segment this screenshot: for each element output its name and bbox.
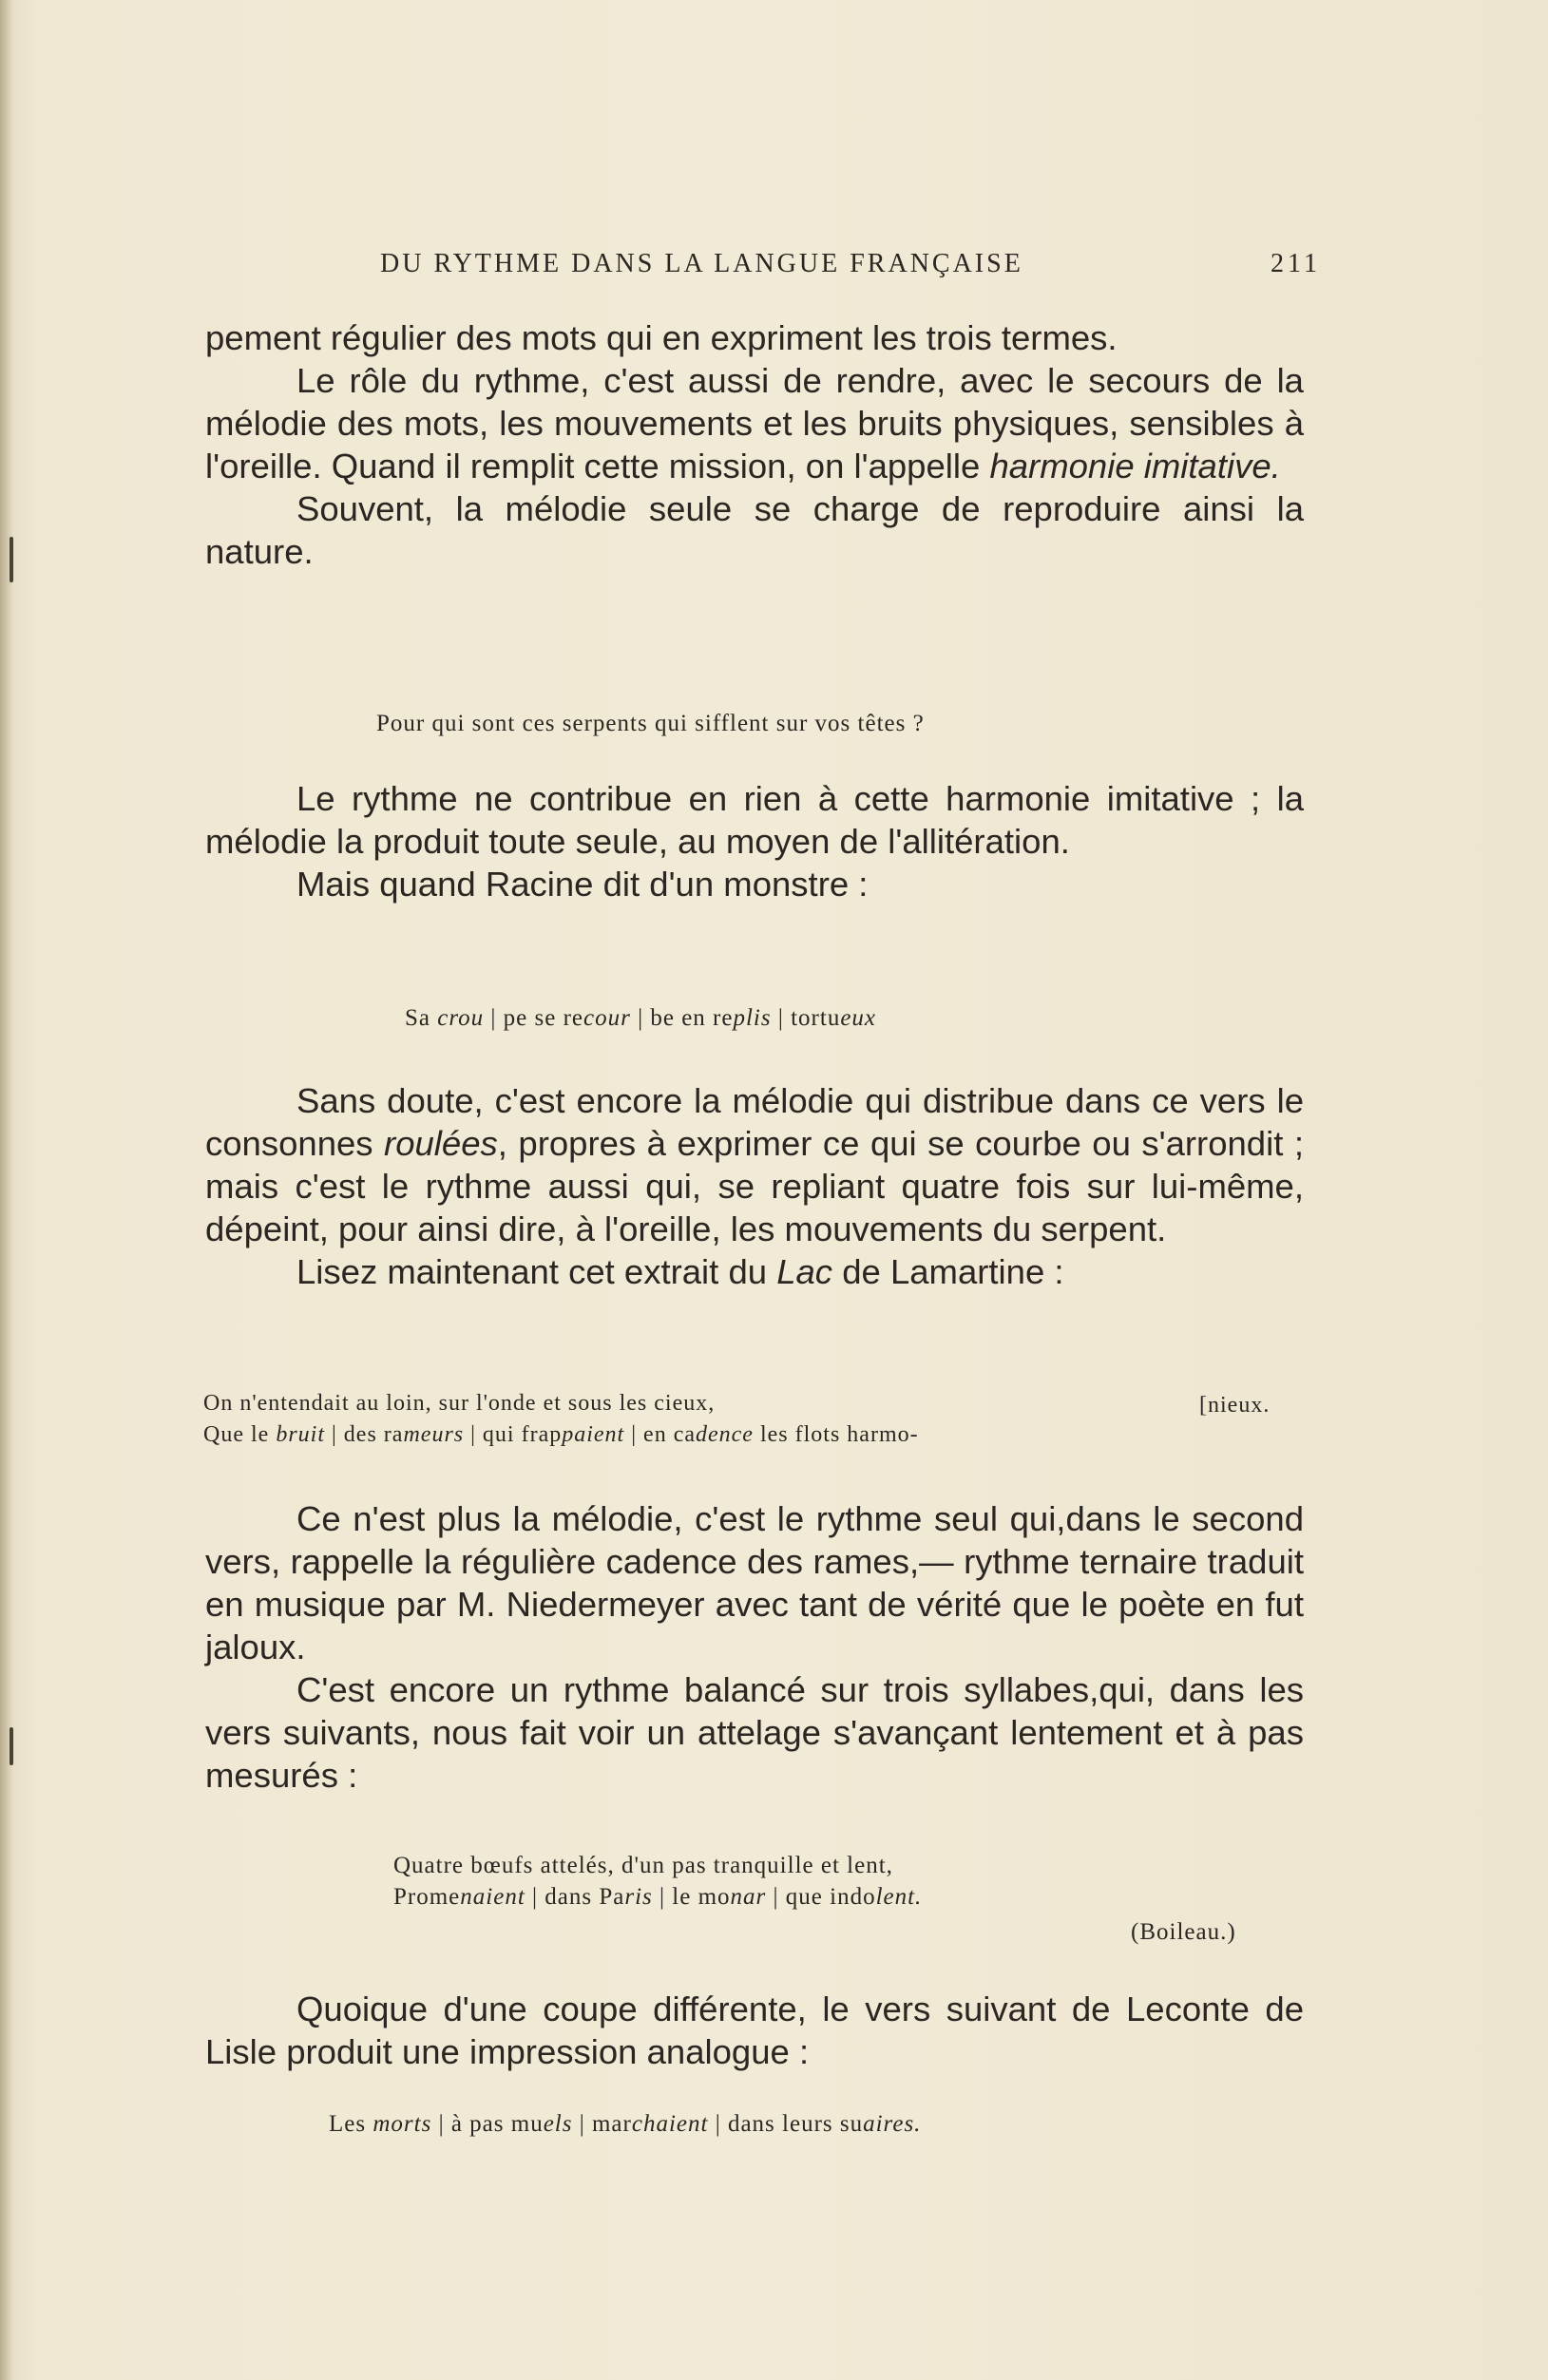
paragraph: Le rythme ne contribue en rien à cette harmonie imitative ; la mélodie la produit toute seule, au moyen de l'allitération. [205,779,1304,861]
verse-segment: els [543,2111,573,2137]
verse-segment: eux [840,1005,877,1031]
verse-quote: On n'entendait au loin, sur l'onde et sous les cieux, [203,1391,716,1416]
verse-segment: Prome [393,1884,461,1910]
verse-segment: meurs [403,1422,465,1447]
text-block [205,1079,1304,1293]
verse-segment: cour [583,1005,631,1031]
verse-quote [393,1884,922,1911]
verse-segment: | dans leurs su [708,2111,864,2137]
paragraph: C'est encore un rythme balancé sur trois syllabes,qui, dans les vers suivants, nous fait voir un attelage s'avançant lentement et à pas mesurés : [205,1670,1304,1795]
paragraph-text: Le rôle du rythme, c'est aussi de rendre, avec le secours de la mélodie des mots, les mouvements et les bruits physiques, sensibles à l'oreille. Quand il remplit cette mission, on l'appelle [205,361,1304,486]
verse-segment: | que indo [766,1884,876,1910]
verse-segment: aires. [863,2111,922,2137]
verse-overflow: [nieux. [1199,1393,1271,1418]
text-block [205,1988,1304,2073]
verse-quote: Quatre bœufs attelés, d'un pas tranquille et lent, [393,1853,893,1878]
verse-segment: Les [329,2111,373,2137]
paragraph: Souvent, la mélodie seule se charge de reproduire ainsi la nature. [205,489,1304,571]
verse-segment: lent. [875,1884,923,1910]
text-block [205,777,1304,905]
paragraph: Ce n'est plus la mélodie, c'est le rythme seul qui,dans le second vers, rappelle la régulière cadence des rames,— rythme ternaire traduit en musique par M. Niedermeyer avec tant de vérité que le poète en fut jaloux. [205,1499,1304,1666]
paragraph [205,1079,1304,1250]
paragraph-text: de Lamartine : [832,1252,1064,1291]
verse-segment: | dans Pa [525,1884,625,1910]
running-header [380,249,1321,287]
italic-term: harmonie imitative. [989,447,1281,486]
verse-segment: | mar [572,2111,632,2137]
verse-segment: | pe se re [484,1005,584,1031]
margin-mark [10,1727,13,1765]
paragraph-text: Sans doute, c'est encore la mélodie qui distribue dans ce vers le consonnes [205,1081,1304,1163]
verse-segment: ris [624,1884,653,1910]
paragraph: pement régulier des mots qui en expriment les trois termes. [205,318,1118,357]
italic-term: roulées [384,1124,498,1163]
verse-segment: dence [696,1422,754,1447]
verse-segment: | à pas mu [431,2111,544,2137]
paragraph: Quoique d'une coupe différente, le vers suivant de Leconte de Lisle produit une impression analogue : [205,1990,1304,2071]
verse-segment: | en ca [624,1422,696,1447]
binding-shadow [0,0,13,2380]
verse-segment: les flots harmo- [753,1422,919,1447]
verse-segment: paient [562,1422,625,1447]
verse-segment: plis [733,1005,772,1031]
margin-mark [10,537,13,582]
verse-segment: morts [373,2111,432,2137]
verse-attribution: (Boileau.) [1131,1919,1236,1945]
paragraph: Mais quand Racine dit d'un monstre : [296,865,869,904]
verse-segment: crou [437,1005,485,1031]
italic-term: Lac [776,1252,833,1291]
verse-segment: | le mo [652,1884,731,1910]
text-block [205,316,1304,573]
verse-segment: Sa [405,1005,438,1031]
verse-segment: bruit [276,1422,325,1447]
verse-segment: chaient [631,2111,709,2137]
verse-segment: nar [730,1884,767,1910]
verse-quote [405,1005,876,1032]
verse-segment: | des ra [325,1422,404,1447]
paragraph-text: , propres à exprimer ce qui se courbe ou s'arrondit ; mais c'est le rythme aussi qui, se repliant quatre fois sur lui-même, dépeint, pour ainsi dire, à l'oreille, les mouvements du serpent. [205,1124,1304,1248]
page-number: 211 [1271,249,1321,278]
paragraph-text: Lisez maintenant cet extrait du [296,1252,777,1291]
verse-segment: Que le [203,1422,277,1447]
verse-segment: naient [460,1884,526,1910]
text-block [205,1497,1304,1797]
verse-segment: | be en re [630,1005,734,1031]
paragraph [205,1250,1304,1293]
running-title: DU RYTHME DANS LA LANGUE FRANÇAISE [380,249,1023,278]
verse-quote [203,1422,919,1448]
paragraph [205,359,1304,487]
verse-quote [329,2111,921,2138]
verse-quote: Pour qui sont ces serpents qui sifflent sur vos têtes ? [376,711,925,736]
verse-segment: | tortu [771,1005,841,1031]
verse-segment: | qui frap [464,1422,563,1447]
